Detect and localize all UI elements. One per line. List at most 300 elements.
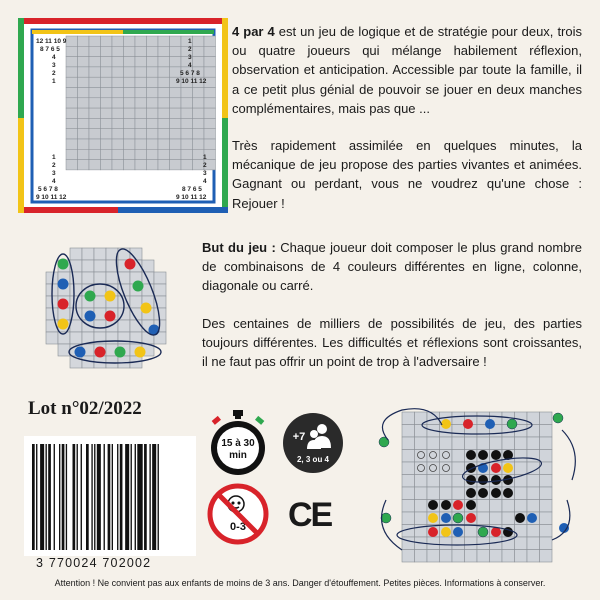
board-cell <box>89 46 101 56</box>
barcode-bar <box>120 444 123 550</box>
score-cell <box>452 487 465 500</box>
board-cell <box>101 139 113 149</box>
score-cell <box>415 425 428 438</box>
corner-label-tl-5: 2 <box>52 70 56 77</box>
board-cell <box>124 98 136 108</box>
corner-label-tl-3: 4 <box>52 54 56 61</box>
board-border-left-yellow <box>18 118 24 213</box>
board-cell <box>78 36 90 46</box>
board-cell <box>135 67 147 77</box>
board-cell <box>66 149 78 159</box>
board-cell <box>101 98 113 108</box>
board-border-right-yellow <box>222 18 228 118</box>
goal-paragraph-1 <box>202 238 582 296</box>
corner-label-bl-5: 5 6 7 8 <box>38 186 58 193</box>
score-cell <box>415 437 428 450</box>
board-grid <box>66 36 216 170</box>
board-cell <box>89 67 101 77</box>
score-cell <box>402 450 415 463</box>
players-count: 2, 3 ou 4 <box>296 455 330 464</box>
barcode-bar <box>36 444 37 550</box>
score-cell <box>402 550 415 563</box>
age-warning-badge <box>206 482 270 546</box>
board-cell <box>112 36 124 46</box>
score-cell <box>527 437 540 450</box>
barcode-bar <box>59 444 60 550</box>
board-cell <box>135 46 147 56</box>
board-cell <box>78 149 90 159</box>
token-black <box>478 488 488 498</box>
board-cell <box>158 88 170 98</box>
token-green <box>478 527 488 537</box>
combo-cell <box>70 248 82 260</box>
score-cell <box>440 550 453 563</box>
board-cell <box>101 77 113 87</box>
play-time-unit: min <box>229 450 247 461</box>
barcode-bar <box>94 444 95 550</box>
barcode-bar <box>32 444 35 550</box>
score-cell <box>415 512 428 525</box>
score-cell <box>465 537 478 550</box>
board-cell <box>147 118 159 128</box>
combo-cell <box>82 272 94 284</box>
token-yellow <box>141 303 152 314</box>
combo-cell <box>94 308 106 320</box>
token-red <box>453 500 463 510</box>
score-cell <box>402 487 415 500</box>
barcode-bar <box>97 444 101 550</box>
token-black <box>441 500 451 510</box>
board-cell <box>124 139 136 149</box>
combo-cell <box>94 296 106 308</box>
score-cell <box>452 412 465 425</box>
score-cell <box>452 425 465 438</box>
board-cell <box>78 139 90 149</box>
board-cell <box>181 118 193 128</box>
score-cell <box>440 437 453 450</box>
board-cell <box>124 88 136 98</box>
board-cell <box>158 139 170 149</box>
score-cell <box>402 475 415 488</box>
barcode-bar <box>104 444 105 550</box>
board-cell <box>158 36 170 46</box>
score-cell <box>527 537 540 550</box>
board-cell <box>124 46 136 56</box>
corner-label-tl-4: 3 <box>52 62 56 69</box>
board-cell <box>204 67 216 77</box>
board-cell <box>193 118 205 128</box>
corner-label-bl-3: 3 <box>52 170 56 177</box>
token-yellow <box>441 419 451 429</box>
board-cell <box>124 77 136 87</box>
board-cell <box>193 46 205 56</box>
board-cell <box>181 139 193 149</box>
score-cell <box>427 462 440 475</box>
combo-cell <box>46 332 58 344</box>
score-cell <box>402 500 415 513</box>
score-cell <box>402 425 415 438</box>
combo-cell <box>58 308 70 320</box>
token-yellow <box>135 347 146 358</box>
barcode-bar <box>117 444 118 550</box>
combo-cell <box>106 272 118 284</box>
board-cell <box>158 46 170 56</box>
play-time-badge <box>204 408 272 478</box>
score-cell <box>490 500 503 513</box>
combo-cell <box>46 308 58 320</box>
score-cell <box>440 487 453 500</box>
barcode-bar <box>112 444 113 550</box>
board-cell <box>112 98 124 108</box>
score-cell <box>540 550 553 563</box>
game-board-illustration <box>18 18 228 213</box>
token-red <box>58 299 69 310</box>
barcode-bar <box>66 444 67 550</box>
score-cell <box>465 437 478 450</box>
goal-text-1: Chaque joueur doit composer le plus grand nombre de combinaisons de 4 couleurs différentes en ligne, colonne, diagonale ou carré. <box>202 240 582 294</box>
board-cell <box>78 98 90 108</box>
board-cell <box>124 108 136 118</box>
play-time-range: 15 à 30 <box>221 438 255 449</box>
board-cell <box>135 36 147 46</box>
board-cell <box>66 139 78 149</box>
board-cell <box>158 108 170 118</box>
token-yellow <box>58 319 69 330</box>
board-cell <box>135 139 147 149</box>
board-cell <box>66 36 78 46</box>
token-black <box>515 513 525 523</box>
board-cell <box>181 160 193 170</box>
score-cell <box>452 450 465 463</box>
token-green <box>85 291 96 302</box>
board-cell <box>124 67 136 77</box>
combo-cell <box>106 356 118 368</box>
combinations-diagram <box>38 242 188 372</box>
board-cell <box>112 149 124 159</box>
score-cell <box>477 437 490 450</box>
token-blue <box>75 347 86 358</box>
score-cell <box>477 550 490 563</box>
token-red <box>95 347 106 358</box>
board-cell <box>147 139 159 149</box>
board-cell <box>193 108 205 118</box>
board-border-left-green <box>18 18 24 118</box>
barcode-bar <box>48 444 51 550</box>
corner-label-tr-4: 4 <box>188 62 192 69</box>
token-blue <box>485 419 495 429</box>
token-black <box>466 475 476 485</box>
board-cell <box>158 118 170 128</box>
combo-cell <box>154 272 166 284</box>
board-cell <box>181 108 193 118</box>
age-restriction-label: 0-3 <box>230 521 246 533</box>
score-cell <box>540 425 553 438</box>
board-border-right-green <box>222 118 228 213</box>
score-cell <box>515 437 528 450</box>
board-cell <box>193 57 205 67</box>
board-cell <box>89 77 101 87</box>
board-cell <box>112 57 124 67</box>
corner-label-br-1: 1 <box>203 154 207 161</box>
corner-label-bl-4: 4 <box>52 178 56 185</box>
board-cell <box>112 88 124 98</box>
token-yellow <box>441 527 451 537</box>
combo-cell <box>94 284 106 296</box>
score-cell <box>515 525 528 538</box>
board-border-bottom-red <box>18 207 118 213</box>
score-cell <box>490 437 503 450</box>
board-cell <box>193 88 205 98</box>
combo-cell <box>82 260 94 272</box>
game-title: 4 par 4 <box>232 24 275 39</box>
board-cell <box>181 88 193 98</box>
board-cell <box>170 160 182 170</box>
token-blue <box>85 311 96 322</box>
board-cell <box>101 67 113 77</box>
board-cell <box>78 77 90 87</box>
corner-label-tl-6: 1 <box>52 78 56 85</box>
corner-label-br-3: 3 <box>203 170 207 177</box>
board-cell <box>181 149 193 159</box>
board-cell <box>170 36 182 46</box>
combo-cell <box>70 332 82 344</box>
score-cell <box>515 537 528 550</box>
combo-cell <box>94 260 106 272</box>
score-cell <box>540 500 553 513</box>
board-cell <box>204 108 216 118</box>
score-cell <box>540 475 553 488</box>
board-cell <box>147 108 159 118</box>
board-cell <box>78 57 90 67</box>
board-cell <box>147 149 159 159</box>
board-cell <box>204 88 216 98</box>
board-cell <box>112 46 124 56</box>
board-cell <box>66 88 78 98</box>
barcode-bar <box>131 444 132 550</box>
score-cell <box>465 525 478 538</box>
board-cell <box>147 36 159 46</box>
board-cell <box>147 46 159 56</box>
combo-cell <box>142 272 154 284</box>
score-cell <box>452 550 465 563</box>
score-cell <box>502 500 515 513</box>
score-cell <box>452 537 465 550</box>
token-yellow <box>428 513 438 523</box>
barcode <box>24 436 196 556</box>
token-yellow <box>503 463 513 473</box>
board-cell <box>101 160 113 170</box>
token-blue <box>58 279 69 290</box>
score-cell <box>502 512 515 525</box>
board-cell <box>78 67 90 77</box>
score-cell <box>402 412 415 425</box>
board-cell <box>158 67 170 77</box>
corner-label-tr-2: 2 <box>188 46 192 53</box>
board-cell <box>101 149 113 159</box>
token-blue <box>441 513 451 523</box>
board-cell <box>170 139 182 149</box>
score-cell <box>540 537 553 550</box>
board-cell <box>158 57 170 67</box>
score-cell <box>490 512 503 525</box>
barcode-bar <box>149 444 150 550</box>
token-red <box>463 419 473 429</box>
board-cell <box>66 67 78 77</box>
token-green <box>453 513 463 523</box>
token-yellow <box>105 291 116 302</box>
board-cell <box>135 77 147 87</box>
board-cell <box>124 118 136 128</box>
board-cell <box>147 129 159 139</box>
score-cell <box>515 462 528 475</box>
combo-cell <box>94 320 106 332</box>
score-cell <box>527 487 540 500</box>
score-cell <box>452 462 465 475</box>
board-cell <box>112 77 124 87</box>
board-cell <box>193 98 205 108</box>
board-cell <box>158 149 170 159</box>
token-black <box>503 488 513 498</box>
corner-label-bl-6: 9 10 11 12 <box>36 194 67 201</box>
barcode-bar <box>77 444 78 550</box>
board-cell <box>89 118 101 128</box>
token-black <box>466 450 476 460</box>
score-cell <box>540 450 553 463</box>
board-cell <box>181 129 193 139</box>
board-cell <box>170 149 182 159</box>
board-cell <box>135 88 147 98</box>
lot-number: Lot n°02/2022 <box>28 398 142 419</box>
score-cell <box>477 500 490 513</box>
token-green <box>115 347 126 358</box>
corner-label-br-6: 9 10 11 12 <box>176 194 207 201</box>
combo-cell <box>82 248 94 260</box>
score-cell <box>527 412 540 425</box>
token-black <box>466 488 476 498</box>
token-black <box>466 500 476 510</box>
board-cell <box>101 57 113 67</box>
barcode-bar <box>108 444 111 550</box>
board-cell <box>135 118 147 128</box>
board-cell <box>158 160 170 170</box>
token-green <box>58 259 69 270</box>
score-cell <box>415 412 428 425</box>
token-blue <box>453 527 463 537</box>
age-players-badge <box>282 412 344 474</box>
corner-label-tr-5: 5 6 7 8 <box>180 70 200 77</box>
score-cell <box>515 500 528 513</box>
score-cell <box>402 537 415 550</box>
corner-label-br-2: 2 <box>203 162 207 169</box>
board-cell <box>135 108 147 118</box>
combo-cell <box>94 248 106 260</box>
intro-text-1: est un jeu de logique et de stratégie pour deux, trois ou quatre joueurs qui mélange habilement réflexion, observation et anticipation. Accessible par toute la famille, il a ce petit plus génial de pouvoir se jouer en deux manches complémentaires, mais pas que ... <box>232 24 582 116</box>
board-border-bottom-blue <box>118 207 228 213</box>
combo-cell <box>70 320 82 332</box>
age-minimum: +7 <box>292 431 306 443</box>
board-cell <box>66 108 78 118</box>
board-cell <box>204 36 216 46</box>
combo-cell <box>58 344 70 356</box>
board-cell <box>135 129 147 139</box>
token-red <box>466 513 476 523</box>
board-cell <box>89 160 101 170</box>
barcode-bar <box>135 444 136 550</box>
token-green <box>507 419 517 429</box>
board-cell <box>170 88 182 98</box>
board-cell <box>204 129 216 139</box>
score-cell <box>540 412 553 425</box>
goal-section <box>202 238 582 371</box>
corner-label-tr-1: 1 <box>188 38 192 45</box>
token-red <box>105 311 116 322</box>
score-cell <box>440 475 453 488</box>
corner-label-bl-1: 1 <box>52 154 56 161</box>
board-cell <box>66 129 78 139</box>
score-cell <box>465 550 478 563</box>
score-cell <box>415 550 428 563</box>
barcode-bar <box>62 444 65 550</box>
score-cell <box>427 475 440 488</box>
board-cell <box>124 160 136 170</box>
board-cell <box>89 88 101 98</box>
board-cell <box>170 118 182 128</box>
combo-cell <box>130 320 142 332</box>
board-cell <box>66 77 78 87</box>
score-cell <box>502 437 515 450</box>
token-red <box>125 259 136 270</box>
corner-label-tl-2: 8 7 6 5 <box>40 46 60 53</box>
board-cell <box>124 129 136 139</box>
token-black <box>491 488 501 498</box>
barcode-bar <box>137 444 142 550</box>
score-cell <box>515 450 528 463</box>
board-cell <box>147 98 159 108</box>
board-cell <box>101 46 113 56</box>
board-cell <box>181 98 193 108</box>
board-cell <box>135 160 147 170</box>
barcode-bar <box>81 444 82 550</box>
corner-label-br-5: 8 7 6 5 <box>182 186 202 193</box>
token-red <box>491 463 501 473</box>
barcode-bar <box>152 444 156 550</box>
goal-paragraph-2: Des centaines de milliers de possibilités de jeu, des parties toujours différentes. Les difficultés et réflexions sont croissantes, il ne faut pas offrir un point de trop à l'adversaire ! <box>202 315 582 370</box>
score-cell <box>415 462 428 475</box>
score-cell <box>427 487 440 500</box>
board-cell <box>112 108 124 118</box>
score-cell <box>502 550 515 563</box>
score-cell <box>415 475 428 488</box>
board-cell <box>158 129 170 139</box>
board-cell <box>89 57 101 67</box>
board-cell <box>135 57 147 67</box>
board-cell <box>193 129 205 139</box>
board-cell <box>78 46 90 56</box>
score-cell <box>540 437 553 450</box>
token-black <box>478 475 488 485</box>
score-cell <box>427 437 440 450</box>
board-cell <box>66 118 78 128</box>
combo-cell <box>118 332 130 344</box>
barcode-bar <box>46 444 47 550</box>
score-cell <box>490 550 503 563</box>
score-cell <box>402 462 415 475</box>
board-cell <box>78 108 90 118</box>
board-cell <box>66 46 78 56</box>
board-cell <box>124 57 136 67</box>
score-cell <box>527 550 540 563</box>
board-cell <box>89 98 101 108</box>
